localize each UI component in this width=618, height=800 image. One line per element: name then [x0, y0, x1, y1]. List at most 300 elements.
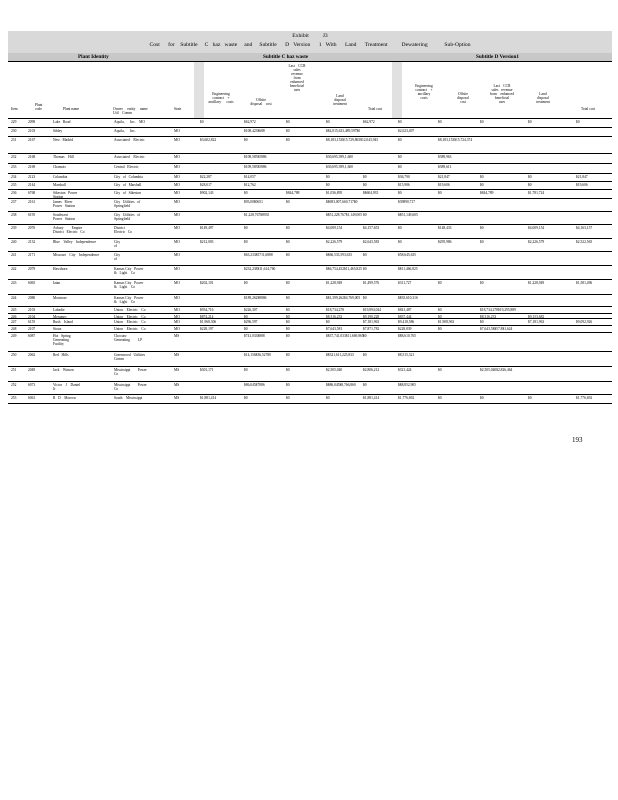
- cell-ccr-c: $0: [286, 137, 290, 142]
- cell-eng-d: $39890,717: [398, 199, 416, 204]
- cell-total-d: $21,847: [576, 174, 588, 179]
- cell-offsite-d: $0: [438, 326, 442, 331]
- cell-owner: Associated Electric: [114, 137, 145, 142]
- cell-land-c: $1,036,895: [326, 190, 343, 195]
- cell-land-c: $$693,007,660,717$0: [326, 199, 358, 204]
- cell-ccr-c: $0: [286, 239, 290, 244]
- cell-item: 238: [11, 212, 17, 217]
- cell-total-d: $2,522,565: [576, 239, 593, 244]
- header-shade: [194, 62, 204, 118]
- cell-eng-d: $0: [398, 190, 402, 195]
- cell-land-c: $$2,015,633,489,597$0: [326, 128, 361, 133]
- cell-eng-d: $321,424: [398, 367, 412, 372]
- cell-state: MO: [174, 314, 180, 319]
- cell-offsite-d: $8,183,153$15,724,374: [438, 137, 473, 142]
- col-offsite-d: Offsite disposal cost: [457, 92, 469, 104]
- cell-ccr-d: $0: [480, 239, 484, 244]
- cell-state: MO: [174, 266, 180, 271]
- cell-eng-d: $837,444: [398, 314, 412, 319]
- cell-owner: Mississippi Power Co: [114, 367, 147, 376]
- cell-state: MO: [174, 137, 180, 142]
- cell-eng-d: $311,727: [398, 280, 412, 285]
- cell-ccr-d: $2,505,040$2,826,464: [480, 367, 513, 372]
- cell-name: Red Hills: [53, 352, 69, 357]
- cell-total-c: $4,157,653: [363, 225, 380, 230]
- cell-ccr-c: $0: [286, 295, 290, 300]
- section-plant-identity: Plant Identity: [78, 54, 109, 60]
- cell-land-c: $0: [326, 174, 330, 179]
- cell-owner: City of: [114, 239, 121, 248]
- cell-land-d: $1,781,724: [528, 190, 545, 195]
- cell-item: 233: [11, 164, 17, 169]
- cell-total-c: $2,806,212: [363, 367, 380, 372]
- col-land-d: Land disposal treatment: [536, 92, 550, 104]
- cell-name: Thomas Hill: [53, 154, 74, 159]
- cell-name: Columbia: [53, 174, 68, 179]
- cell-name: Jack Watson: [53, 367, 74, 372]
- cell-name: Lake Road: [53, 119, 71, 124]
- cell-total-d: $4,163,157: [576, 225, 593, 230]
- cell-offsite-c: $14,156$36,52780: [244, 352, 271, 357]
- table-row: [8, 251, 612, 266]
- cell-item: 252: [11, 382, 17, 387]
- cell-code: 2161: [28, 199, 36, 204]
- cell-name: Victor J Daniel Jr: [53, 382, 81, 391]
- cell-eng-c: $301,171: [200, 367, 214, 372]
- cell-item: 251: [11, 367, 17, 372]
- cell-item: 231: [11, 137, 17, 142]
- title-band: [8, 31, 612, 53]
- cell-offsite-d: $0: [438, 307, 442, 312]
- cell-name: R D Morrow: [53, 395, 77, 400]
- cell-name: Blue Valley Independence: [53, 239, 97, 244]
- cell-eng-d: $$8,610,765: [398, 333, 416, 338]
- cell-state: MO: [174, 295, 180, 300]
- col-ccr-c: Last CCR sales revenue from enhanced beneficial uses: [288, 64, 306, 92]
- cell-ccr-c: $0: [286, 280, 290, 285]
- cell-owner: Mississippi Power Co: [114, 382, 147, 391]
- cell-offsite-c: $12,762: [244, 182, 256, 187]
- cell-ccr-d: $0: [480, 119, 484, 124]
- cell-offsite-c: $14,057: [244, 174, 256, 179]
- cell-offsite-d: $21,847: [438, 174, 450, 179]
- cell-land-c: $$6,754,452$11,465,825: [326, 266, 362, 271]
- cell-owner: South Mississippi: [114, 395, 143, 400]
- cell-offsite-c: $109,585$5886: [244, 164, 267, 169]
- cell-eng-d: $0: [398, 164, 402, 169]
- table-row: [8, 366, 612, 382]
- cell-owner: Union Electric Co: [114, 307, 146, 312]
- cell-ccr-c: $0: [286, 314, 290, 319]
- col-item: Item: [11, 107, 18, 111]
- cell-eng-d: $15,986: [398, 182, 410, 187]
- cell-state: MS: [174, 382, 180, 387]
- cell-name: Sikeston Power Station: [53, 190, 78, 199]
- cell-offsite-c: $108,585$5886: [244, 154, 267, 159]
- cell-code: 2144: [28, 182, 36, 187]
- cell-ccr-c: $0: [286, 225, 290, 230]
- cell-eng-d: $0: [398, 225, 402, 230]
- cell-code: 6073: [28, 382, 36, 387]
- cell-offsite-c: $0: [244, 280, 248, 285]
- cell-owner: Kansas City Power & Light Co: [114, 295, 144, 304]
- cell-land-c: $7,643,581: [326, 326, 343, 331]
- cell-state: MO: [174, 326, 180, 331]
- cell-code: 2098: [28, 119, 36, 124]
- cell-land-c: $30,695,399,1,600: [326, 164, 353, 169]
- cell-ccr-c: $0: [286, 199, 290, 204]
- col-land-c: Land disposal treatment: [333, 94, 347, 106]
- cell-offsite-d: $295,986: [438, 239, 452, 244]
- cell-offsite-c: $0: [244, 190, 248, 195]
- cell-total-c: $$604,935: [363, 190, 379, 195]
- cell-item: 244: [11, 295, 17, 300]
- cell-item: 241: [11, 252, 17, 257]
- cell-owner: Kansas City Power & Light Co: [114, 266, 144, 275]
- cell-name: Hawthorn: [53, 266, 68, 271]
- cell-land-c: $$66,533,593,635: [326, 252, 353, 257]
- cell-ccr-c: $0: [286, 326, 290, 331]
- cell-land-d: $2,226,579: [528, 239, 545, 244]
- cell-code: 2107: [28, 326, 36, 331]
- table-row: [8, 381, 612, 395]
- cell-state: MO: [174, 174, 180, 179]
- col-owner: Owner entity name Util Comm: [113, 107, 148, 115]
- cell-ccr-c: $0: [286, 128, 290, 133]
- cell-eng-c: $212,003: [200, 239, 214, 244]
- cell-land-c: $2,505,040: [326, 367, 343, 372]
- page-number: 193: [572, 436, 583, 444]
- cell-eng-d: $8,515,321: [398, 352, 415, 357]
- cell-offsite-d: $389,611: [438, 164, 452, 169]
- table-row: [8, 265, 612, 280]
- cell-ccr-d: $0: [480, 280, 484, 285]
- cell-eng-d: $$35,610,316: [398, 295, 418, 300]
- cell-land-c: $0: [326, 119, 330, 124]
- cell-ccr-c: $0: [286, 319, 290, 324]
- col-ccr-d: Last CCR sales revenue from enhanced beneficial uses: [489, 84, 515, 104]
- cell-land-c: $$37,741,033$11,669,865: [326, 333, 364, 338]
- cell-item: 240: [11, 239, 17, 244]
- cell-offsite-c: $0: [244, 395, 248, 400]
- cell-land-c: $0: [326, 395, 330, 400]
- section-subtitle-c: Subtitle C haz waste: [263, 54, 309, 60]
- cell-owner: City of Sikeston: [114, 190, 141, 195]
- cell-state: MO: [174, 128, 180, 133]
- cell-eng-c: $22,287: [200, 174, 212, 179]
- cell-name: Chamois: [53, 164, 66, 169]
- cell-eng-d: $36,790: [398, 174, 410, 179]
- cell-ccr-c: $0: [286, 395, 290, 400]
- cell-state: MO: [174, 154, 180, 159]
- cell-offsite-d: $0: [438, 395, 442, 400]
- cell-offsite-d: $0: [438, 367, 442, 372]
- table-title: Cost for Subtitle C haz waste and Subtitle D Version 1 With Land Treatment Dewatering Sub-Option: [149, 42, 471, 48]
- cell-ccr-d: $18,734,278$19,295,889: [480, 307, 516, 312]
- section-subtitle-d: Subtitle D Version1: [476, 54, 519, 60]
- cell-owner: Greenwood Utilities Comm: [114, 352, 146, 361]
- cell-ccr-d: $0: [480, 174, 484, 179]
- cell-land-d: $1,228,949: [528, 280, 545, 285]
- cell-owner: City of Columbia: [114, 174, 143, 179]
- cell-state: MO: [174, 225, 180, 230]
- cell-offsite-c: $226,307: [244, 307, 258, 312]
- cell-total-c: $0: [363, 266, 367, 271]
- col-total-d: Total cost: [580, 107, 596, 111]
- cell-offsite-d: $148,433: [438, 225, 452, 230]
- cell-land-d: $4,009,154: [528, 225, 545, 230]
- cell-total-d: $1,581,496: [576, 280, 593, 285]
- cell-owner: District Electric Co: [114, 225, 133, 234]
- cell-total-c: $62,972: [363, 119, 375, 124]
- cell-offsite-c: $0: [244, 367, 248, 372]
- cell-code: 2168: [28, 154, 36, 159]
- cell-total-c: $0: [363, 352, 367, 357]
- cell-item: 253: [11, 395, 17, 400]
- cell-total-d: $0: [576, 119, 580, 124]
- cell-offsite-c: $93,00$0651: [244, 199, 263, 204]
- cell-name: Sioux: [53, 326, 62, 331]
- col-eng-c: Engineering contract + ancillary costs: [208, 92, 234, 104]
- cell-total-c: $9,190,228: [363, 314, 380, 319]
- cell-land-c: $1,228,949: [326, 280, 343, 285]
- cell-state: MS: [174, 395, 180, 400]
- cell-item: 229: [11, 119, 17, 124]
- table-bottom-rule: [8, 403, 612, 404]
- cell-ccr-d: $844,789: [480, 190, 494, 195]
- cell-code: 2079: [28, 266, 36, 271]
- cell-code: 2167: [28, 137, 36, 142]
- table-row: [8, 224, 612, 239]
- cell-code: 2103: [28, 307, 36, 312]
- cell-name: Labadie: [53, 307, 65, 312]
- cell-name: Asbury Empire District Electric Co: [53, 225, 85, 234]
- cell-state: MO: [174, 182, 180, 187]
- cell-land-c: $18,734,278: [326, 307, 344, 312]
- cell-code: 6065: [28, 280, 36, 285]
- cell-offsite-c: $741,033$888: [244, 333, 265, 338]
- cell-owner: Union Electric Co: [114, 314, 146, 319]
- cell-total-c: $1,881,414: [363, 395, 380, 400]
- cell-owner: City Utilities of Springfield: [114, 212, 141, 221]
- cell-item: 232: [11, 154, 17, 159]
- cell-ccr-c: $844,788: [286, 190, 300, 195]
- cell-eng-d: $$51,149,605: [398, 212, 418, 217]
- cell-code: 2104: [28, 314, 36, 319]
- table-row: [8, 279, 612, 295]
- cell-name: Meramec: [53, 314, 67, 319]
- cell-state: MO: [174, 319, 180, 324]
- cell-eng-d: $2,023,497: [398, 128, 415, 133]
- cell-total-c: $1,499,576: [363, 280, 380, 285]
- cell-code: 6768: [28, 190, 36, 195]
- table-row: [8, 211, 612, 225]
- cell-offsite-d: $0: [438, 280, 442, 285]
- cell-offsite-d: $389,963: [438, 154, 452, 159]
- cell-ccr-d: $0: [480, 395, 484, 400]
- cell-total-c: $0: [363, 174, 367, 179]
- cell-item: 248: [11, 326, 17, 331]
- cell-eng-d: $0: [398, 239, 402, 244]
- cell-owner: Choctaw Generating LP: [114, 333, 143, 342]
- cell-land-d: $0: [528, 395, 532, 400]
- cell-eng-d: $9,418,586: [398, 319, 415, 324]
- table-row: [8, 332, 612, 352]
- table-row: [8, 351, 612, 367]
- cell-owner: City Utilities of Springfield: [114, 199, 141, 208]
- cell-offsite-d: $1,908,963: [438, 319, 455, 324]
- cell-name: Hot Spring Generating Facility: [53, 333, 71, 346]
- cell-state: MS: [174, 333, 180, 338]
- cell-eng-d: $58,645,635: [398, 252, 416, 257]
- cell-land-c: $$321,611,225,833: [326, 352, 354, 357]
- cell-total-c: $7,871,782: [363, 326, 380, 331]
- cell-owner: Union Electric Co: [114, 319, 146, 324]
- cell-offsite-c: $86,045$7886: [244, 382, 265, 387]
- cell-eng-d: $841,487: [398, 307, 412, 312]
- cell-state: MO: [174, 199, 180, 204]
- cell-code: 2080: [28, 295, 36, 300]
- cell-land-c: $4,009,154: [326, 225, 343, 230]
- cell-item: 249: [11, 333, 17, 338]
- cell-state: MO: [174, 164, 180, 169]
- cell-owner: City of: [114, 252, 121, 261]
- cell-eng-d: $1,776,692: [398, 395, 415, 400]
- cell-eng-c: $934,716: [200, 307, 214, 312]
- cell-item: 237: [11, 199, 17, 204]
- cell-ccr-d: $7,643,5$$57,8$1,624: [480, 326, 513, 331]
- cell-land-d: $9,153,682: [528, 314, 545, 319]
- cell-code: 6087: [28, 333, 36, 338]
- cell-name: Sibley: [53, 128, 63, 133]
- cell-state: MO: [174, 239, 180, 244]
- cell-ccr-d: $8,316,233: [480, 314, 497, 319]
- cell-total-c: $2,643,583: [363, 239, 380, 244]
- cell-ccr-c: $0: [286, 352, 290, 357]
- cell-eng-c: $202,101: [200, 280, 214, 285]
- section-bar: [8, 53, 612, 61]
- col-eng-d: Engineering contract + ancillary costs: [415, 84, 433, 100]
- cell-name: Southwest Power Station: [53, 212, 76, 221]
- cell-land-d: $0: [528, 174, 532, 179]
- cell-land-c: $0: [326, 182, 330, 187]
- cell-owner: Aquila, Inc. MO: [114, 119, 145, 124]
- cell-offsite-c: $0: [244, 225, 248, 230]
- table-row: [8, 238, 612, 252]
- cell-eng-c: $3,602,822: [200, 137, 217, 142]
- cell-item: 243: [11, 280, 17, 285]
- cell-eng-c: $0: [200, 119, 204, 124]
- cell-item: 235: [11, 182, 17, 187]
- cell-ccr-c: $0: [286, 333, 290, 338]
- cell-eng-d: $$11,466,825: [398, 266, 418, 271]
- cell-code: 2169: [28, 164, 36, 169]
- cell-state: MO: [174, 252, 180, 257]
- cell-land-c: $8,316,233: [326, 314, 343, 319]
- col-plant-name: Plant name: [63, 107, 80, 111]
- cell-code: 2076: [28, 225, 36, 230]
- cell-code: 2062: [28, 352, 36, 357]
- cell-land-d: $0: [528, 119, 532, 124]
- cell-state: MO: [174, 190, 180, 195]
- cell-total-d: $9,092,926: [576, 319, 593, 324]
- cell-total-d: $19,606: [576, 182, 588, 187]
- cell-ccr-d: $0: [480, 225, 484, 230]
- cell-code: 2049: [28, 367, 36, 372]
- cell-total-c: $0: [363, 333, 367, 338]
- cell-land-c: $0: [326, 319, 330, 324]
- cell-owner: Kansas City Power & Light Co: [114, 280, 144, 289]
- col-total-c: Total cost: [367, 107, 383, 111]
- header-shade: [392, 62, 402, 118]
- cell-code: 2103: [28, 128, 36, 133]
- cell-state: MO: [174, 280, 180, 285]
- cell-eng-d: $0: [398, 137, 402, 142]
- cell-offsite-c: $232,238$11,614,760: [244, 266, 276, 271]
- cell-total-c: $0: [363, 382, 367, 387]
- cell-owner: Union Electric Co: [114, 326, 146, 331]
- cell-offsite-d: $0: [438, 190, 442, 195]
- cell-land-c: $2,226,579: [326, 239, 343, 244]
- cell-ccr-c: $0: [286, 307, 290, 312]
- cell-eng-d: $$8,852,905: [398, 382, 416, 387]
- cell-item: 236: [11, 190, 17, 195]
- cell-offsite-c: $0: [244, 314, 248, 319]
- cell-code: 2123: [28, 174, 36, 179]
- cell-code: 6155: [28, 319, 36, 324]
- cell-eng-d: $0: [398, 119, 402, 124]
- cell-name: Iatan: [53, 280, 61, 285]
- cell-offsite-c: $0: [244, 137, 248, 142]
- cell-item: 247: [11, 319, 17, 324]
- cell-total-c: $0: [363, 252, 367, 257]
- cell-eng-c: $1,881,414: [200, 395, 217, 400]
- col-state: State: [174, 107, 182, 111]
- cell-eng-c: $902,143: [200, 190, 214, 195]
- cell-land-c: $$51,228,767$1,149,005: [326, 212, 362, 217]
- cell-eng-c: $874,214: [200, 314, 214, 319]
- cell-total-c: $0: [363, 212, 367, 217]
- cell-eng-c: $1,968,306: [200, 319, 217, 324]
- cell-land-c: $$86,045$8,766,860: [326, 382, 356, 387]
- cell-eng-c: $28,017: [200, 182, 212, 187]
- cell-offsite-c: $1,228,767$8935: [244, 212, 270, 217]
- cell-code: 6195: [28, 212, 36, 217]
- exhibit-title: Exhibit J3: [292, 33, 328, 39]
- cell-total-c: $0: [363, 182, 367, 187]
- cell-offsite-c: $296,597: [244, 319, 258, 324]
- cell-offsite-d: $0: [438, 119, 442, 124]
- cell-total-c: $19,894,044: [363, 307, 381, 312]
- cell-item: 239: [11, 225, 17, 230]
- cell-item: 245: [11, 307, 17, 312]
- cell-state: MO: [174, 307, 180, 312]
- cell-ccr-c: $0: [286, 252, 290, 257]
- cell-code: 2171: [28, 252, 36, 257]
- cell-land-d: $0: [528, 182, 532, 187]
- cell-offsite-c: $108,423$688: [244, 128, 265, 133]
- cell-offsite-d: $19,606: [438, 182, 450, 187]
- cell-ccr-c: $0: [286, 367, 290, 372]
- cell-ccr-d: $0: [480, 182, 484, 187]
- col-plant-code: Plant code: [35, 103, 43, 111]
- col-offsite-c: Offsite disposal cost: [250, 98, 272, 106]
- cell-item: 246: [11, 314, 17, 319]
- cell-eng-d: $228,839: [398, 326, 412, 331]
- cell-total-d: $1,776,692: [576, 395, 593, 400]
- cell-item: 234: [11, 174, 17, 179]
- cell-item: 242: [11, 266, 17, 271]
